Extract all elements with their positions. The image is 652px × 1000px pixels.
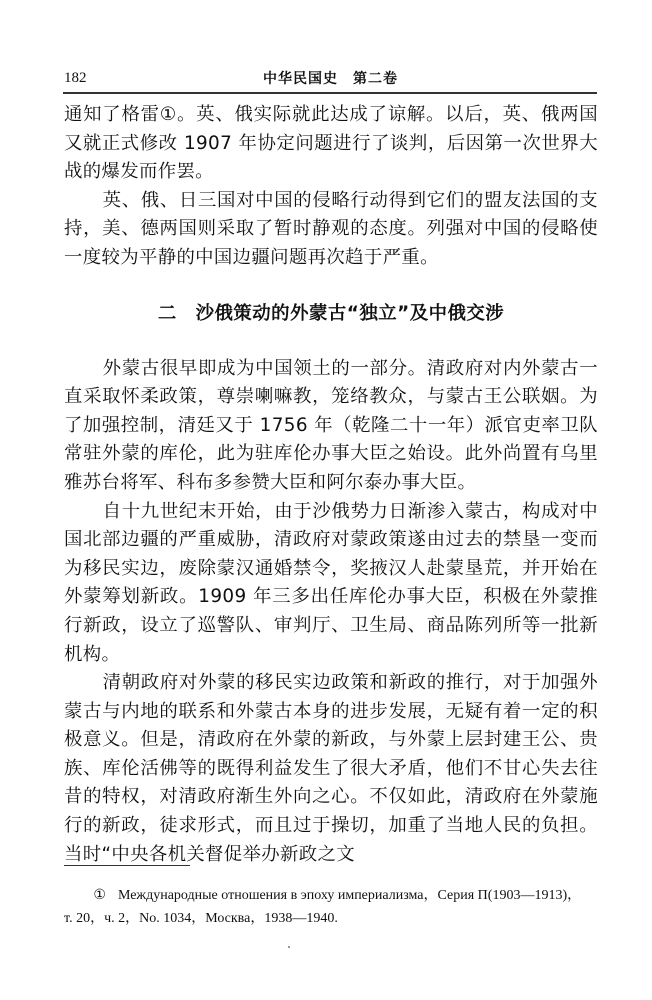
paragraph: 英、俄、日三国对中国的侵略行动得到它们的盟友法国的支持，美、德两国则采取了暂时静观的态度。列强对中国的侵略使一度较为平静的中国边疆问题再次趋于严重。 (64, 189, 598, 268)
paragraph: 通知了格雷①。英、俄实际就此达成了谅解。以后，英、俄两国又就正式修改 1907 年协定问题进行了谈判，后因第一次世界大战的爆发而作罢。 (64, 104, 598, 183)
footnote-rule (64, 865, 190, 866)
footnote-marker: ① (93, 888, 106, 903)
page-number: 182 (64, 70, 87, 86)
footnote-line-1 (64, 884, 598, 907)
paragraph: 外蒙古很早即成为中国领土的一部分。清政府对内外蒙古一直采取怀柔政策，尊崇喇嘛教，笼络教众，与蒙古王公联姻。为了加强控制，清廷又于 1756 年（乾隆二十一年）派官吏率卫队常驻外蒙的库伦，此为驻库伦办事大臣之始设。此外尚置有乌里雅苏台将军、科布多参赞大臣和阿尔泰办事大臣。 (64, 357, 598, 493)
running-title: 中华民国史 第二卷 (263, 71, 398, 87)
footnote (64, 884, 598, 930)
body-text (64, 101, 598, 869)
page-header (64, 64, 597, 92)
footnote-line-2: т. 20，ч. 2，No. 1034，Москва，1938—1940. (64, 911, 338, 926)
paragraph: 自十九世纪末开始，由于沙俄势力日渐渗入蒙古，构成对中国北部边疆的严重威胁，清政府对蒙政策遂由过去的禁垦一变而为移民实边，废除蒙汉通婚禁令，奖掖汉人赴蒙垦荒，并开始在外蒙筹划新政。1909 年三多出任库伦办事大臣，积极在外蒙推行新政，设立了巡警队、审判厅、卫生局、商品陈列所等一批新机构。 (64, 500, 598, 665)
scan-speck (288, 946, 290, 948)
footnote-text-1: Международные отношения в эпоху империализма，Серия П(1903—1913)， (117, 888, 582, 903)
header-rule (63, 92, 597, 94)
section-title: 二 沙俄策动的外蒙古“独立”及中俄交涉 (157, 302, 505, 324)
paragraph: 清朝政府对外蒙的移民实边政策和新政的推行，对于加强外蒙古与内地的联系和外蒙古本身的进步发展，无疑有着一定的积极意义。但是，清政府在外蒙的新政，与外蒙上层封建王公、贵族、库伦活佛等的既得利益发生了很大矛盾，他们不甘心失去往昔的特权，对清政府渐生外向之心。不仅如此，清政府在外蒙施行的新政，徒求形式，而且过于操切，加重了当地人民的负担。当时“中央各机关督促举办新政之文 (64, 672, 598, 865)
